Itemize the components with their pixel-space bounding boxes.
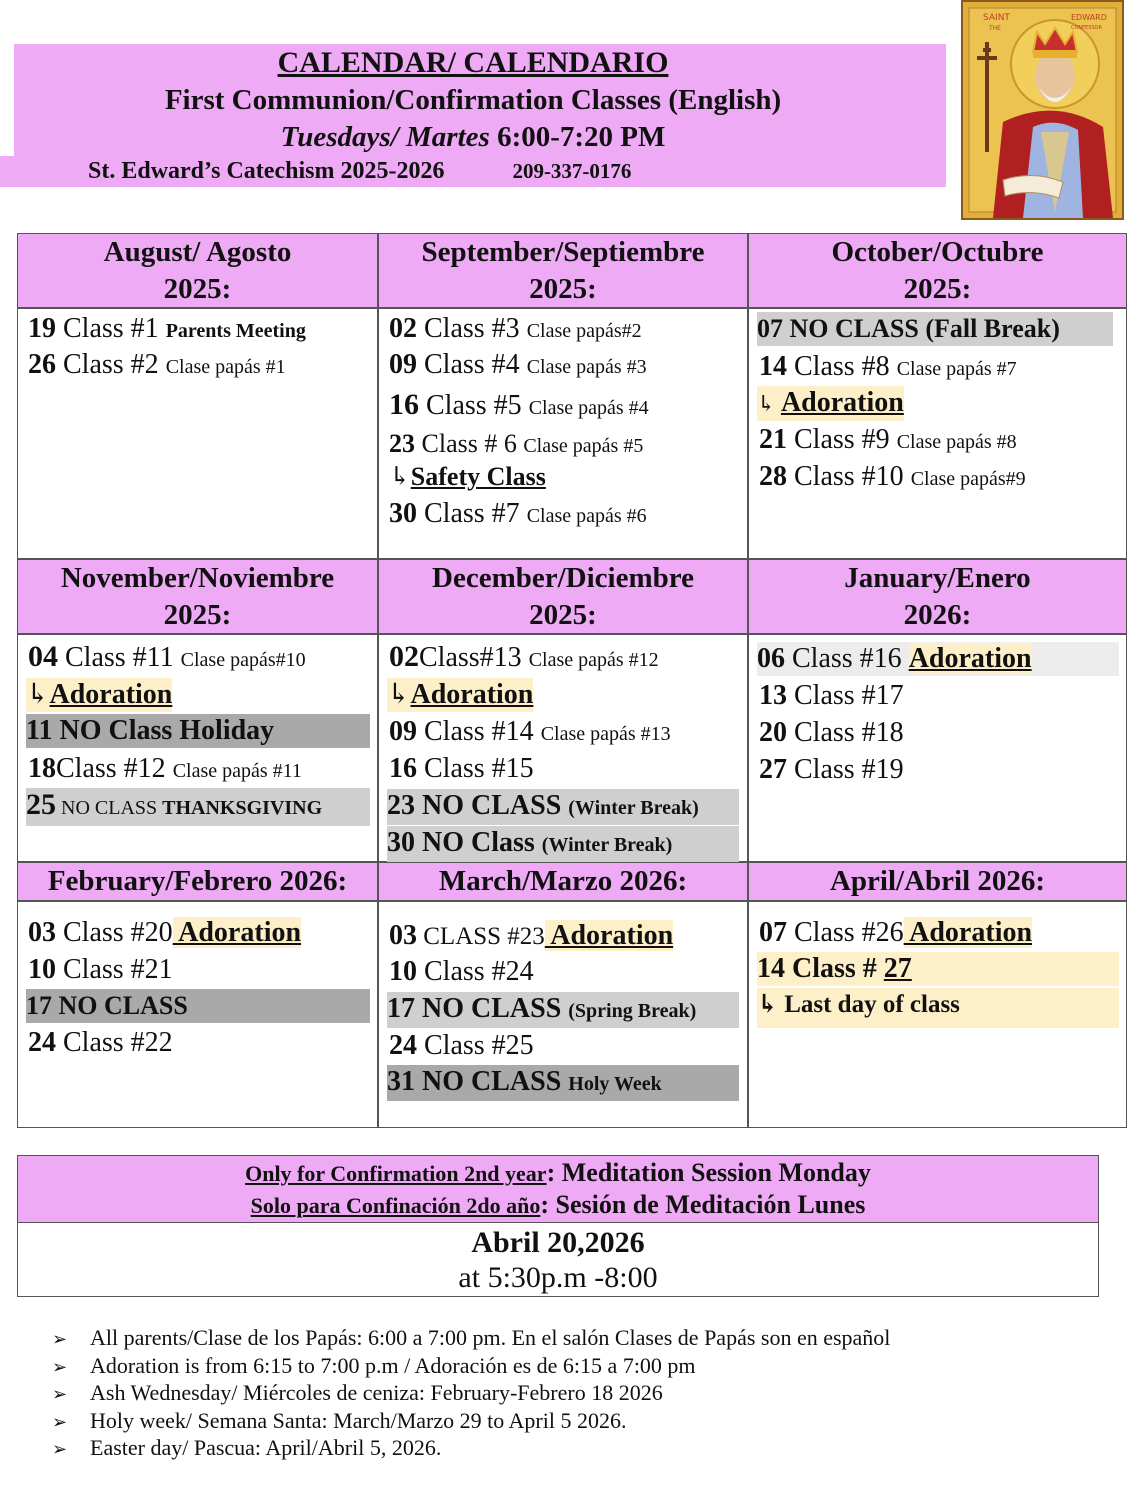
list-item: 26 Class #2 Clase papás #1	[28, 349, 286, 380]
month-year: 2025:	[163, 599, 232, 631]
arrow-bullet-icon: ➢	[52, 1329, 68, 1349]
list-item: 06 Class #16 Adoration	[757, 642, 1119, 676]
meditation-line-spanish	[18, 1190, 1098, 1220]
list-item: 25 NO CLASS THANKSGIVING	[26, 788, 370, 826]
list-item: 13 Class #17	[759, 680, 904, 711]
list-item: 31 NO CLASS Holy Week	[387, 1065, 739, 1101]
saint-edward-icon	[961, 0, 1124, 220]
list-item: ↳Adoration	[387, 679, 534, 710]
month-header-april	[749, 863, 1126, 900]
list-item: 09 Class #14 Clase papás #13	[389, 716, 671, 747]
month-header-october	[749, 234, 1126, 307]
meditation-title-es: : Sesión de Meditación Lunes	[540, 1190, 866, 1219]
list-item: 02 Class #3 Clase papás#2	[389, 313, 642, 344]
class-schedule	[0, 121, 946, 154]
list-item: 23 Class # 6 Clase papás #5	[389, 429, 644, 458]
column-divider	[747, 234, 749, 1127]
list-item: ➢ Ash Wednesday/ Miércoles de ceniza: February-Febrero 18 2026	[52, 1380, 663, 1405]
list-item: 14 Class # 27	[757, 952, 1119, 986]
month-name: April/Abril 2026:	[829, 865, 1046, 897]
list-item: ↳Safety Class	[389, 462, 546, 491]
list-item: 30 NO Class (Winter Break)	[387, 826, 739, 862]
list-item: 23 NO CLASS (Winter Break)	[387, 789, 739, 825]
month-year: 2025:	[163, 273, 232, 305]
page-subtitle: First Communion/Confirmation Classes (English)	[164, 84, 782, 116]
list-item: ➢ Easter day/ Pascua: April/Abril 5, 2026.	[52, 1435, 442, 1460]
list-item: 30 Class #7 Clase papás #6	[389, 498, 647, 529]
month-header-september	[379, 234, 747, 307]
calendar-grid	[17, 233, 1127, 1128]
month-name: September/Septiembre	[421, 236, 705, 268]
meditation-line-english	[18, 1158, 1098, 1188]
notes-list	[52, 1325, 890, 1463]
arrow-bullet-icon: ➢	[52, 1356, 68, 1377]
list-item: 24 Class #25	[389, 1030, 534, 1061]
meditation-eligibility-es: Solo para Confinación 2do año	[250, 1193, 541, 1218]
month-name: January/Enero	[844, 562, 1031, 594]
list-item: ↳ Last day of class	[757, 988, 1119, 1028]
month-name: August/ Agosto	[103, 236, 292, 268]
list-item: 10 Class #21	[28, 954, 173, 985]
list-item: 19 Class #1 Parents Meeting	[28, 313, 306, 344]
meditation-eligibility-en: Only for Confirmation 2nd year	[245, 1161, 547, 1186]
list-item: ↳Adoration	[26, 679, 173, 710]
list-item: 11 NO Class Holiday	[26, 714, 370, 748]
list-item: 10 Class #24	[389, 956, 534, 987]
row-divider	[18, 307, 1126, 309]
month-name: October/Octubre	[831, 236, 1044, 268]
month-header-december	[379, 560, 747, 633]
row-divider	[18, 558, 1126, 560]
meditation-box	[17, 1155, 1099, 1297]
list-item: 18Class #12 Clase papás #11	[28, 753, 302, 784]
list-item: 07 NO CLASS (Fall Break)	[757, 312, 1113, 346]
month-name: February/Febrero 2026:	[47, 865, 348, 897]
month-year: 2025:	[529, 599, 597, 631]
icon-text-confessor: CONFESSOR	[1071, 25, 1102, 31]
meditation-title-en: : Meditation Session Monday	[546, 1158, 871, 1187]
list-item: 20 Class #18	[759, 717, 904, 748]
icon-text-edward: EDWARD	[1071, 13, 1107, 22]
page-title: CALENDAR/ CALENDARIO	[277, 46, 669, 79]
month-name: December/Diciembre	[432, 562, 694, 594]
list-item: 04 Class #11 Clase papás#10	[28, 640, 306, 673]
list-item: 17 NO CLASS	[26, 989, 370, 1023]
row-divider	[18, 633, 1126, 635]
month-header-january	[749, 560, 1126, 633]
phone-number: 209-337-0176	[512, 159, 632, 183]
list-item: 17 NO CLASS (Spring Break)	[387, 992, 739, 1028]
list-item: 21 Class #9 Clase papás #8	[759, 424, 1017, 455]
list-item: 07 Class #26 Adoration	[759, 917, 1033, 948]
month-header-november	[18, 560, 377, 633]
parish-line	[88, 158, 631, 185]
month-header-august	[18, 234, 377, 307]
month-header-february	[18, 863, 377, 900]
list-item: 28 Class #10 Clase papás#9	[759, 461, 1026, 492]
month-header-march	[379, 863, 747, 900]
month-name: November/Noviembre	[60, 562, 335, 594]
saint-icon-artwork	[963, 2, 1122, 218]
list-item: 14 Class #8 Clase papás #7	[759, 351, 1017, 382]
list-item: 16 Class #5 Clase papás #4	[389, 388, 649, 421]
icon-text-saint: SAINT	[983, 13, 1010, 23]
list-item: ➢ All parents/Clase de los Papás: 6:00 a 7:00 pm. En el salón Clases de Papás son en español	[52, 1325, 891, 1350]
row-divider	[18, 900, 1126, 902]
list-item: 09 Class #4 Clase papás #3	[389, 349, 647, 380]
arrow-bullet-icon: ➢	[52, 1384, 68, 1404]
month-year: 2026:	[903, 599, 972, 631]
list-item: 03 CLASS #23 Adoration	[389, 920, 674, 951]
list-item: 03 Class #20 Adoration	[28, 917, 302, 948]
icon-text-the: THE	[989, 25, 1001, 32]
arrow-bullet-icon: ➢	[52, 1439, 68, 1459]
schedule-days: Tuesdays/ Martes	[280, 121, 490, 153]
month-name: March/Marzo 2026:	[438, 865, 688, 897]
month-year: 2025:	[903, 273, 972, 305]
parish-name: St. Edward’s Catechism 2025-2026	[88, 158, 445, 184]
list-item: 24 Class #22	[28, 1027, 173, 1058]
column-divider	[377, 234, 379, 1127]
list-item: ↳ Adoration	[757, 386, 904, 421]
list-item: 02Class#13 Clase papás #12	[389, 640, 659, 673]
list-item: 27 Class #19	[759, 754, 904, 785]
list-item: 16 Class #15	[389, 753, 534, 784]
schedule-time: 6:00-7:20 PM	[497, 121, 666, 153]
list-item: ➢ Adoration is from 6:15 to 7:00 p.m / Adoración es de 6:15 a 7:00 pm	[52, 1352, 696, 1378]
arrow-bullet-icon: ➢	[52, 1411, 68, 1432]
month-year: 2025:	[529, 273, 597, 305]
list-item: ➢ Holy week/ Semana Santa: March/Marzo 29 to April 5 2026.	[52, 1407, 627, 1433]
meditation-date: Abril 20,2026	[471, 1226, 645, 1259]
meditation-time: at 5:30p.m -8:00	[458, 1261, 658, 1294]
